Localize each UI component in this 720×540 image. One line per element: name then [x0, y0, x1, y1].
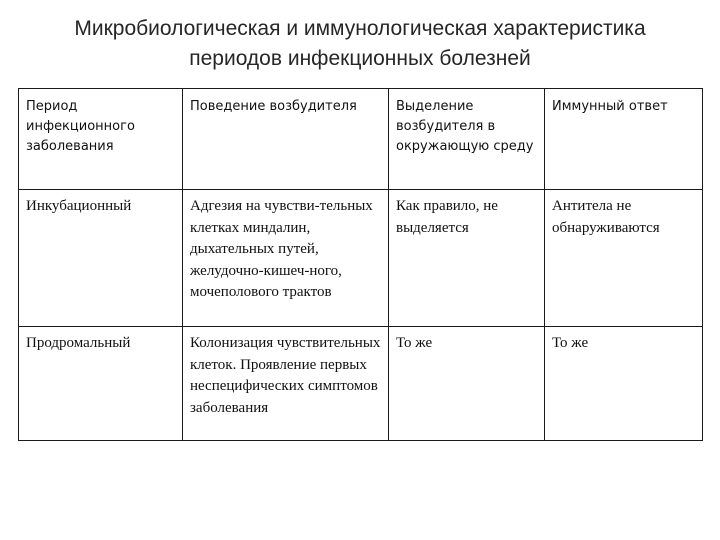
- slide-title: [0, 14, 720, 74]
- table-row: [19, 327, 703, 441]
- cell-immune-response: То же: [545, 327, 703, 441]
- cell-pathogen-behavior: Колонизация чувствительных клеток. Проявление первых неспецифических симптомов заболевания: [183, 327, 389, 441]
- cell-immune-response: Антитела не обнаруживаются: [545, 190, 703, 327]
- infection-periods-table: [18, 88, 703, 441]
- cell-period: Продромальный: [19, 327, 183, 441]
- cell-pathogen-shedding: То же: [389, 327, 545, 441]
- slide-title-line-1: Микробиологическая и иммунологическая характеристика: [74, 17, 646, 40]
- cell-pathogen-behavior: Адгезия на чувстви-тельных клетках миндалин, дыхательных путей, желудочно-кишеч-ного, мочеполового трактов: [183, 190, 389, 327]
- header-pathogen-shedding: Выделение возбудителя в окружающую среду: [389, 89, 545, 190]
- header-period: Период инфекционного заболевания: [19, 89, 183, 190]
- header-pathogen-behavior: Поведение возбудителя: [183, 89, 389, 190]
- slide-title-line-2: периодов инфекционных болезней: [189, 47, 531, 70]
- table-header-row: [19, 89, 703, 190]
- table-row: [19, 190, 703, 327]
- header-immune-response: Иммунный ответ: [545, 89, 703, 190]
- cell-pathogen-shedding: Как правило, не выделяется: [389, 190, 545, 327]
- cell-period: Инкубационный: [19, 190, 183, 327]
